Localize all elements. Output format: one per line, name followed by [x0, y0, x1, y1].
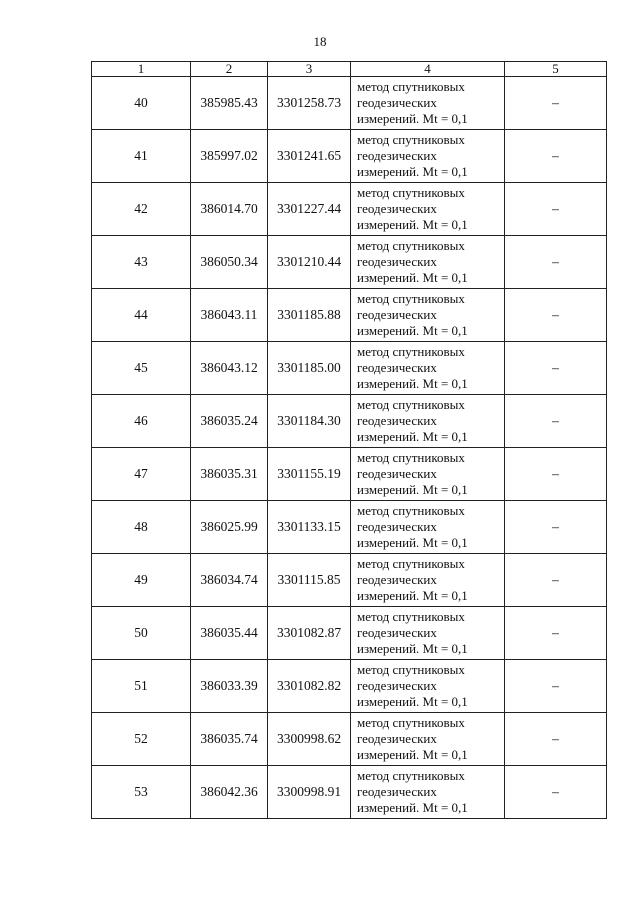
method-line: геодезических [357, 201, 437, 216]
coordinates-table [91, 61, 607, 819]
x-coordinate-cell: 386050.34 [191, 236, 268, 289]
note-cell: – [505, 501, 607, 554]
note-cell: – [505, 289, 607, 342]
point-number-cell: 50 [92, 607, 191, 660]
method-cell [351, 395, 505, 448]
x-coordinate-cell: 385997.02 [191, 130, 268, 183]
method-cell [351, 236, 505, 289]
table-row [92, 236, 607, 289]
method-line: измерений. Mt = 0,1 [357, 111, 468, 126]
method-cell [351, 766, 505, 819]
table-row [92, 607, 607, 660]
method-line: геодезических [357, 784, 437, 799]
point-number-cell: 40 [92, 77, 191, 130]
x-coordinate-cell: 386035.31 [191, 448, 268, 501]
column-header-5: 5 [505, 62, 607, 77]
method-line: измерений. Mt = 0,1 [357, 535, 468, 550]
table-row [92, 713, 607, 766]
method-line: измерений. Mt = 0,1 [357, 694, 468, 709]
x-coordinate-cell: 386043.11 [191, 289, 268, 342]
method-line: измерений. Mt = 0,1 [357, 641, 468, 656]
table-header-row [92, 62, 607, 77]
x-coordinate-cell: 386034.74 [191, 554, 268, 607]
method-line: геодезических [357, 572, 437, 587]
method-line: метод спутниковых [357, 662, 465, 677]
y-coordinate-cell: 3300998.91 [268, 766, 351, 819]
method-line: метод спутниковых [357, 450, 465, 465]
note-cell: – [505, 713, 607, 766]
method-line: измерений. Mt = 0,1 [357, 429, 468, 444]
x-coordinate-cell: 386014.70 [191, 183, 268, 236]
y-coordinate-cell: 3301210.44 [268, 236, 351, 289]
table-row [92, 501, 607, 554]
point-number-cell: 51 [92, 660, 191, 713]
table-row [92, 554, 607, 607]
method-cell [351, 713, 505, 766]
method-line: измерений. Mt = 0,1 [357, 747, 468, 762]
note-cell: – [505, 342, 607, 395]
method-line: геодезических [357, 360, 437, 375]
y-coordinate-cell: 3301258.73 [268, 77, 351, 130]
method-line: метод спутниковых [357, 132, 465, 147]
note-cell: – [505, 448, 607, 501]
y-coordinate-cell: 3301115.85 [268, 554, 351, 607]
method-line: метод спутниковых [357, 291, 465, 306]
y-coordinate-cell: 3301185.00 [268, 342, 351, 395]
method-cell [351, 342, 505, 395]
point-number-cell: 53 [92, 766, 191, 819]
method-cell [351, 77, 505, 130]
table-row [92, 395, 607, 448]
column-header-4: 4 [351, 62, 505, 77]
y-coordinate-cell: 3301155.19 [268, 448, 351, 501]
note-cell: – [505, 660, 607, 713]
method-line: измерений. Mt = 0,1 [357, 588, 468, 603]
x-coordinate-cell: 386025.99 [191, 501, 268, 554]
point-number-cell: 49 [92, 554, 191, 607]
point-number-cell: 48 [92, 501, 191, 554]
method-line: метод спутниковых [357, 715, 465, 730]
method-line: измерений. Mt = 0,1 [357, 270, 468, 285]
method-line: геодезических [357, 678, 437, 693]
table-row [92, 77, 607, 130]
y-coordinate-cell: 3301227.44 [268, 183, 351, 236]
x-coordinate-cell: 386042.36 [191, 766, 268, 819]
method-line: метод спутниковых [357, 79, 465, 94]
point-number-cell: 41 [92, 130, 191, 183]
table-body [92, 77, 607, 819]
method-line: метод спутниковых [357, 768, 465, 783]
method-line: геодезических [357, 307, 437, 322]
column-header-2: 2 [191, 62, 268, 77]
method-cell [351, 554, 505, 607]
method-line: метод спутниковых [357, 344, 465, 359]
y-coordinate-cell: 3301082.87 [268, 607, 351, 660]
method-line: измерений. Mt = 0,1 [357, 217, 468, 232]
method-cell [351, 607, 505, 660]
note-cell: – [505, 183, 607, 236]
method-line: измерений. Mt = 0,1 [357, 376, 468, 391]
method-line: метод спутниковых [357, 238, 465, 253]
method-line: геодезических [357, 731, 437, 746]
method-cell [351, 448, 505, 501]
method-line: геодезических [357, 519, 437, 534]
note-cell: – [505, 130, 607, 183]
method-line: метод спутниковых [357, 503, 465, 518]
note-cell: – [505, 607, 607, 660]
method-line: геодезических [357, 466, 437, 481]
column-header-1: 1 [92, 62, 191, 77]
y-coordinate-cell: 3301185.88 [268, 289, 351, 342]
table-row [92, 342, 607, 395]
table-row [92, 448, 607, 501]
y-coordinate-cell: 3301133.15 [268, 501, 351, 554]
table-row [92, 766, 607, 819]
page-number: 18 [313, 34, 327, 49]
method-line: измерений. Mt = 0,1 [357, 323, 468, 338]
y-coordinate-cell: 3301184.30 [268, 395, 351, 448]
y-coordinate-cell: 3301082.82 [268, 660, 351, 713]
method-line: метод спутниковых [357, 609, 465, 624]
note-cell: – [505, 766, 607, 819]
x-coordinate-cell: 386043.12 [191, 342, 268, 395]
method-cell [351, 183, 505, 236]
method-line: геодезических [357, 413, 437, 428]
x-coordinate-cell: 386035.44 [191, 607, 268, 660]
column-header-3: 3 [268, 62, 351, 77]
point-number-cell: 47 [92, 448, 191, 501]
method-line: метод спутниковых [357, 556, 465, 571]
method-line: геодезических [357, 95, 437, 110]
method-line: измерений. Mt = 0,1 [357, 800, 468, 815]
table-row [92, 183, 607, 236]
point-number-cell: 44 [92, 289, 191, 342]
method-line: геодезических [357, 625, 437, 640]
y-coordinate-cell: 3301241.65 [268, 130, 351, 183]
method-line: измерений. Mt = 0,1 [357, 482, 468, 497]
table-row [92, 130, 607, 183]
point-number-cell: 42 [92, 183, 191, 236]
table-row [92, 660, 607, 713]
note-cell: – [505, 236, 607, 289]
method-cell [351, 289, 505, 342]
method-cell [351, 501, 505, 554]
method-line: метод спутниковых [357, 397, 465, 412]
x-coordinate-cell: 386035.24 [191, 395, 268, 448]
method-cell [351, 660, 505, 713]
note-cell: – [505, 77, 607, 130]
point-number-cell: 52 [92, 713, 191, 766]
point-number-cell: 45 [92, 342, 191, 395]
method-line: измерений. Mt = 0,1 [357, 164, 468, 179]
y-coordinate-cell: 3300998.62 [268, 713, 351, 766]
point-number-cell: 43 [92, 236, 191, 289]
x-coordinate-cell: 386035.74 [191, 713, 268, 766]
x-coordinate-cell: 386033.39 [191, 660, 268, 713]
x-coordinate-cell: 385985.43 [191, 77, 268, 130]
point-number-cell: 46 [92, 395, 191, 448]
method-line: геодезических [357, 148, 437, 163]
note-cell: – [505, 554, 607, 607]
table-row [92, 289, 607, 342]
method-cell [351, 130, 505, 183]
method-line: геодезических [357, 254, 437, 269]
note-cell: – [505, 395, 607, 448]
method-line: метод спутниковых [357, 185, 465, 200]
